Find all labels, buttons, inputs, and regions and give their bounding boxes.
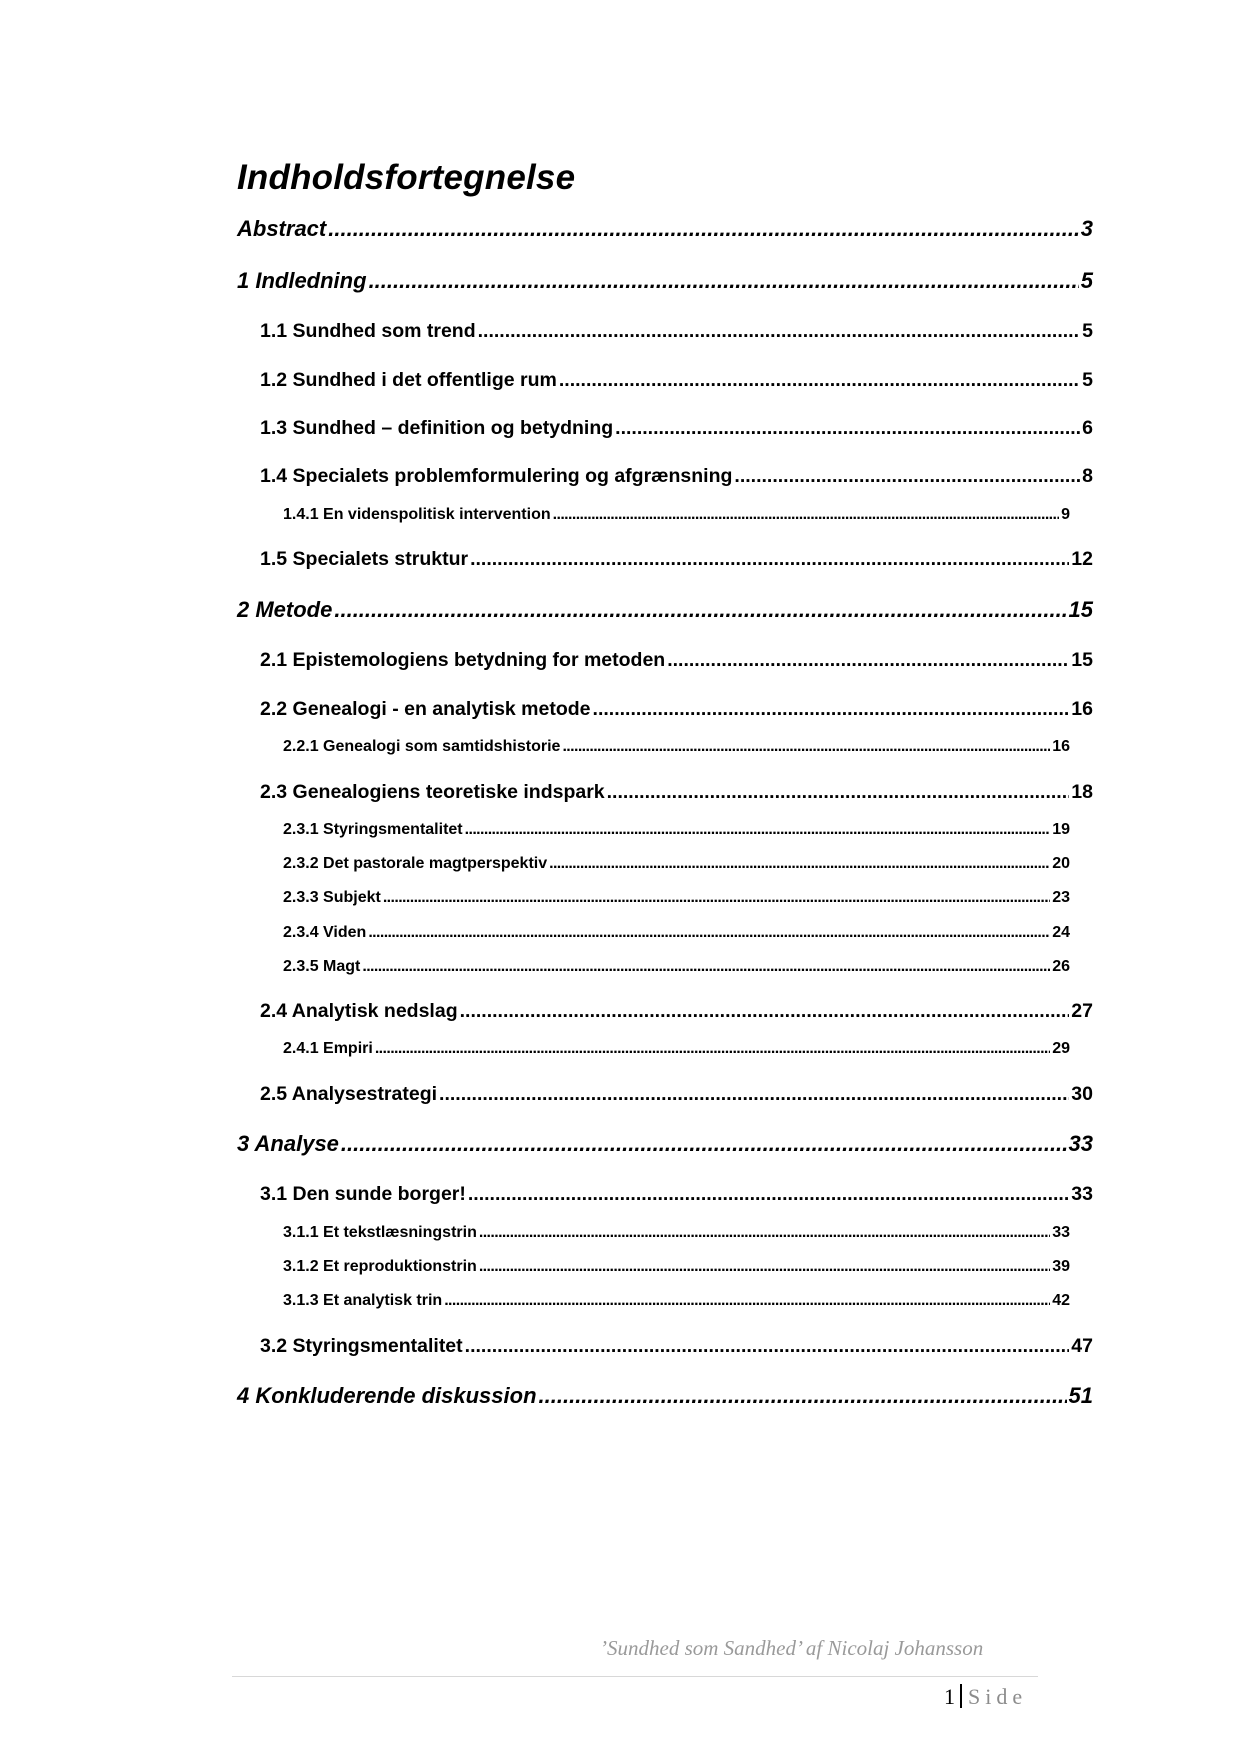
toc-entry-label: 2.5 Analysestrategi bbox=[260, 1083, 438, 1105]
toc-entry-chapter-1[interactable] bbox=[237, 268, 1093, 294]
dot-leader bbox=[479, 1258, 1050, 1276]
toc-entry-label: 1.1 Sundhed som trend bbox=[260, 320, 476, 342]
dot-leader bbox=[460, 1000, 1070, 1023]
toc-entry-label: 1 Indledning bbox=[237, 268, 367, 293]
page-number-value: 1 bbox=[944, 1684, 955, 1709]
toc-entry-label: 3.1 Den sunde borger! bbox=[260, 1183, 466, 1205]
toc-entry-label: 2.2 Genealogi - en analytisk metode bbox=[260, 698, 591, 720]
toc-entry-chapter-2[interactable] bbox=[237, 597, 1093, 623]
toc-entry-2-3-1[interactable] bbox=[283, 821, 1070, 839]
toc-entry-page: 12 bbox=[1071, 548, 1093, 570]
toc-entry-label: 2.3.5 Magt bbox=[283, 958, 361, 975]
toc-entry-1-4-1[interactable] bbox=[283, 506, 1070, 524]
page-word: Side bbox=[968, 1684, 1028, 1709]
dot-leader bbox=[615, 417, 1080, 440]
toc-entry-1-1[interactable] bbox=[260, 320, 1093, 343]
toc-entry-label: 2.3 Genealogiens teoretiske indspark bbox=[260, 781, 605, 803]
toc-entry-page: 16 bbox=[1052, 738, 1070, 755]
toc-entry-page: 33 bbox=[1071, 1183, 1093, 1205]
toc-entry-page: 42 bbox=[1052, 1292, 1070, 1309]
dot-leader bbox=[465, 821, 1051, 839]
dot-leader bbox=[559, 369, 1080, 392]
toc-entry-page: 3 bbox=[1080, 216, 1093, 241]
toc-entry-page: 15 bbox=[1068, 597, 1093, 622]
toc-entry-page: 16 bbox=[1071, 698, 1093, 720]
toc-entry-2-2[interactable] bbox=[260, 698, 1093, 721]
toc-entry-3-1-2[interactable] bbox=[283, 1258, 1070, 1276]
footer-divider bbox=[232, 1676, 1038, 1677]
dot-leader bbox=[369, 268, 1079, 294]
dot-leader bbox=[470, 548, 1069, 571]
toc-entry-label: 2.3.2 Det pastorale magtperspektiv bbox=[283, 855, 548, 872]
dot-leader bbox=[362, 958, 1050, 976]
toc-entry-3-2[interactable] bbox=[260, 1335, 1093, 1358]
dot-leader bbox=[553, 506, 1059, 524]
toc-entry-label: 2.3.1 Styringsmentalitet bbox=[283, 821, 463, 838]
toc-entry-label: 4 Konkluderende diskussion bbox=[237, 1383, 537, 1408]
toc-entry-page: 8 bbox=[1082, 465, 1093, 487]
toc-entry-1-4[interactable] bbox=[260, 465, 1093, 488]
toc-entry-2-3[interactable] bbox=[260, 781, 1093, 804]
toc-entry-2-3-4[interactable] bbox=[283, 924, 1070, 942]
dot-leader bbox=[549, 855, 1050, 873]
toc-entry-1-3[interactable] bbox=[260, 417, 1093, 440]
toc-entry-page: 33 bbox=[1052, 1224, 1070, 1241]
page-number bbox=[944, 1684, 1027, 1710]
toc-entry-page: 19 bbox=[1052, 821, 1070, 838]
toc-entry-page: 5 bbox=[1082, 369, 1093, 391]
dot-leader bbox=[468, 1183, 1069, 1206]
toc-entry-page: 30 bbox=[1071, 1083, 1093, 1105]
toc-entry-label: 1.3 Sundhed – definition og betydning bbox=[260, 417, 614, 439]
toc-entry-label: 2.3.4 Viden bbox=[283, 924, 367, 941]
dot-leader bbox=[439, 1083, 1069, 1106]
toc-entry-3-1[interactable] bbox=[260, 1183, 1093, 1206]
toc-entry-3-1-1[interactable] bbox=[283, 1224, 1070, 1242]
toc-entry-1-5[interactable] bbox=[260, 548, 1093, 571]
dot-leader bbox=[539, 1383, 1067, 1409]
toc-entry-3-1-3[interactable] bbox=[283, 1292, 1070, 1310]
toc-entry-page: 18 bbox=[1071, 781, 1093, 803]
toc-entry-label: Abstract bbox=[237, 216, 327, 241]
toc-entry-page: 5 bbox=[1080, 268, 1093, 293]
toc-entry-2-3-3[interactable] bbox=[283, 889, 1070, 907]
toc-entry-abstract[interactable] bbox=[237, 216, 1093, 242]
toc-entry-2-1[interactable] bbox=[260, 649, 1093, 672]
toc-entry-page: 26 bbox=[1052, 958, 1070, 975]
toc-entry-2-4-1[interactable] bbox=[283, 1040, 1070, 1058]
toc-entry-2-5[interactable] bbox=[260, 1083, 1093, 1106]
toc-entry-label: 2.4.1 Empiri bbox=[283, 1040, 373, 1057]
dot-leader bbox=[375, 1040, 1050, 1058]
toc-entry-page: 23 bbox=[1052, 889, 1070, 906]
dot-leader bbox=[607, 781, 1070, 804]
toc-entry-chapter-3[interactable] bbox=[237, 1131, 1093, 1157]
toc-entry-label: 3 Analyse bbox=[237, 1131, 339, 1156]
toc-entry-label: 1.2 Sundhed i det offentlige rum bbox=[260, 369, 557, 391]
toc-entry-label: 3.1.2 Et reproduktionstrin bbox=[283, 1258, 477, 1275]
page-number-separator bbox=[960, 1684, 962, 1708]
dot-leader bbox=[383, 889, 1050, 907]
page-title: Indholdsfortegnelse bbox=[237, 158, 576, 197]
toc-entry-2-4[interactable] bbox=[260, 1000, 1093, 1023]
toc-entry-chapter-4[interactable] bbox=[237, 1383, 1093, 1409]
dot-leader bbox=[341, 1131, 1067, 1157]
footer-title: ’Sundhed som Sandhed’ af Nicolaj Johansson bbox=[600, 1636, 984, 1660]
dot-leader bbox=[734, 465, 1080, 488]
toc-entry-1-2[interactable] bbox=[260, 369, 1093, 392]
toc-entry-label: 1.4.1 En videnspolitisk intervention bbox=[283, 506, 551, 523]
toc-entry-page: 15 bbox=[1071, 649, 1093, 671]
toc-entry-page: 27 bbox=[1071, 1000, 1093, 1022]
dot-leader bbox=[593, 698, 1070, 721]
dot-leader bbox=[465, 1335, 1070, 1358]
toc-entry-label: 2.3.3 Subjekt bbox=[283, 889, 381, 906]
toc-entry-page: 33 bbox=[1068, 1131, 1093, 1156]
toc-entry-label: 2.2.1 Genealogi som samtidshistorie bbox=[283, 738, 561, 755]
toc-entry-label: 2.1 Epistemologiens betydning for metoden bbox=[260, 649, 666, 671]
dot-leader bbox=[479, 1224, 1050, 1242]
toc-entry-page: 24 bbox=[1052, 924, 1070, 941]
toc-entry-label: 3.1.3 Et analytisk trin bbox=[283, 1292, 443, 1309]
toc-entry-2-3-5[interactable] bbox=[283, 958, 1070, 976]
dot-leader bbox=[334, 597, 1066, 623]
dot-leader bbox=[667, 649, 1069, 672]
toc-entry-label: 2 Metode bbox=[237, 597, 333, 622]
toc-entry-label: 3.1.1 Et tekstlæsningstrin bbox=[283, 1224, 477, 1241]
dot-leader bbox=[562, 738, 1050, 756]
toc-entry-2-3-2[interactable] bbox=[283, 855, 1070, 873]
toc-entry-page: 9 bbox=[1061, 506, 1070, 523]
toc-entry-label: 3.2 Styringsmentalitet bbox=[260, 1335, 463, 1357]
toc-entry-page: 47 bbox=[1071, 1335, 1093, 1357]
toc-entry-2-2-1[interactable] bbox=[283, 738, 1070, 756]
toc-entry-page: 39 bbox=[1052, 1258, 1070, 1275]
toc-entry-page: 51 bbox=[1068, 1383, 1093, 1408]
toc-entry-page: 29 bbox=[1052, 1040, 1070, 1057]
dot-leader bbox=[368, 924, 1050, 942]
dot-leader bbox=[328, 216, 1079, 242]
toc-entry-page: 20 bbox=[1052, 855, 1070, 872]
dot-leader bbox=[444, 1292, 1050, 1310]
toc-entry-page: 5 bbox=[1082, 320, 1093, 342]
dot-leader bbox=[478, 320, 1081, 343]
toc-entry-label: 1.4 Specialets problemformulering og afgrænsning bbox=[260, 465, 733, 487]
toc-entry-label: 1.5 Specialets struktur bbox=[260, 548, 469, 570]
toc-entry-label: 2.4 Analytisk nedslag bbox=[260, 1000, 458, 1022]
toc-entry-page: 6 bbox=[1082, 417, 1093, 439]
